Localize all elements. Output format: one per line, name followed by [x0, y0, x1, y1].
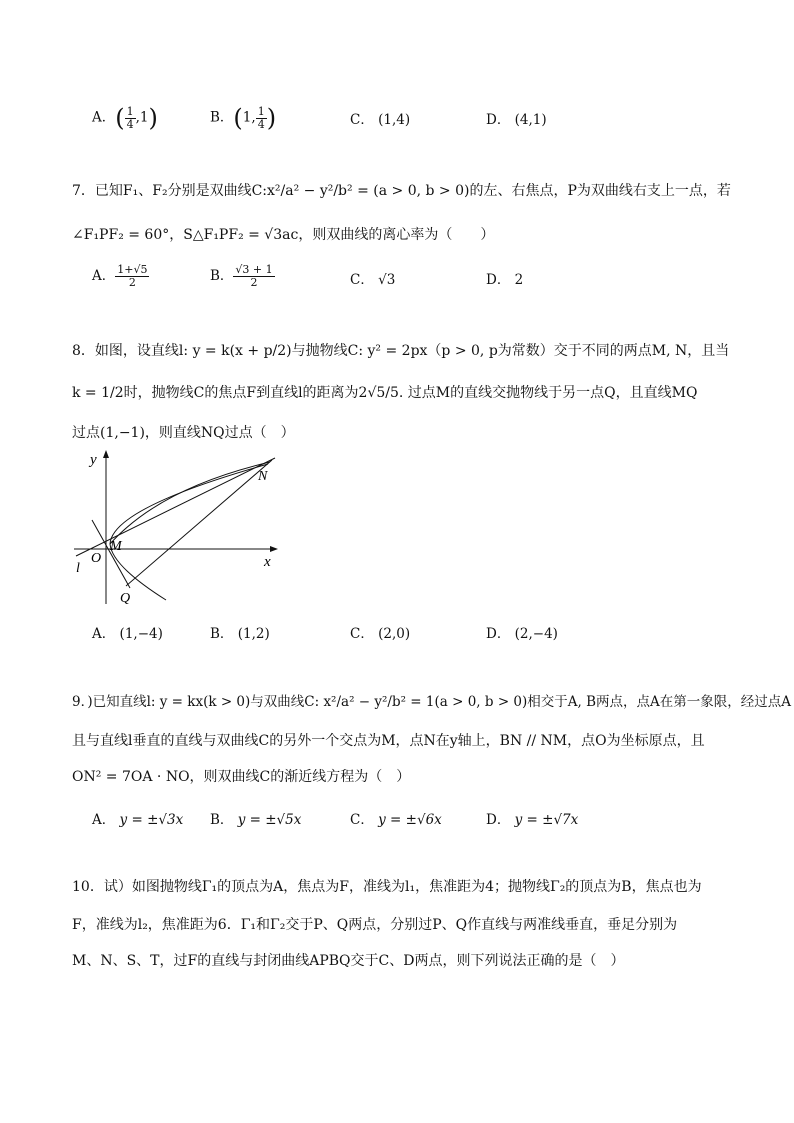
label-l: l	[76, 561, 80, 576]
x-axis-arrow	[270, 546, 278, 552]
q7-line-1: 7．已知F₁、F₂分别是双曲线C:x²/a² − y²/b² = (a > 0, b > 0)的左、右焦点，P为双曲线右支上一点，若	[72, 183, 731, 199]
q8-parabola-figure	[70, 448, 280, 606]
label-n: N	[258, 469, 268, 484]
label-y: y	[90, 452, 97, 468]
q8-option-a[interactable]: A． (1,−4)	[92, 626, 163, 642]
label-q: Q	[120, 591, 131, 606]
label-o: O	[91, 551, 102, 566]
q7-option-d[interactable]: D． 2	[486, 272, 524, 288]
q8-line-2: k = 1/2时，抛物线C的焦点F到直线l的距离为2√5/5. 过点M的直线交抛物线于另一点Q，且直线MQ	[72, 385, 698, 401]
q8-option-c[interactable]: C． (2,0)	[350, 626, 411, 642]
q6-option-d[interactable]: D． (4,1)	[486, 112, 547, 128]
q9-option-d[interactable]: D． y = ±√7x	[486, 812, 579, 828]
q10-line-2: F，准线为l₂，焦准距为6．Γ₁和Γ₂交于P、Q两点，分别过P、Q作直线与两准线垂直，垂足分别为	[72, 917, 678, 933]
q8-line-3: 过点(1,−1)，则直线NQ过点（ ）	[72, 425, 295, 441]
line-nq	[126, 460, 272, 586]
q10-line-1: 10．试）如图抛物线Γ₁的顶点为A，焦点为F，准线为l₁，焦准距为4；抛物线Γ₂的顶点为B，焦点也为	[72, 879, 702, 895]
q9-line-3: ON² = 7OA · NO，则双曲线C的渐近线方程为（ ）	[72, 769, 411, 785]
q9-line-1: 9．)已知直线l: y = kx(k > 0)与双曲线C: x²/a² − y²/b² = 1(a > 0, b > 0)相交于A, B两点，点A在第一象限，经过点A	[72, 694, 792, 710]
q9-line-2: 且与直线l垂直的直线与双曲线C的另外一个交点为M，点N在y轴上，BN // NM，点O为坐标原点，且	[72, 733, 705, 749]
q7-option-b[interactable]: B． $\frac{√3 + 1}{2}$	[210, 263, 273, 289]
q9-option-b[interactable]: B． y = ±√5x	[210, 812, 302, 828]
q6-option-a[interactable]: A．( $\frac{1}{4}$ ,1)	[92, 104, 158, 132]
q6-option-c[interactable]: C． (1,4)	[350, 112, 411, 128]
q6-option-b[interactable]: B．(1, $\frac{1}{4}$ )	[210, 104, 277, 132]
q7-option-a[interactable]: A． $\frac{1+√5}{2}$	[92, 263, 148, 289]
q10-line-3: M、N、S、T，过F的直线与封闭曲线APBQ交于C、D两点，则下列说法正确的是（ ）	[72, 953, 625, 969]
label-m: M	[110, 539, 122, 554]
q9-option-c[interactable]: C． y = ±√6x	[350, 812, 442, 828]
q8-option-b[interactable]: B． (1,2)	[210, 626, 270, 642]
label-x: x	[264, 554, 271, 570]
chord-mn	[110, 462, 270, 544]
q8-option-d[interactable]: D． (2,−4)	[486, 626, 558, 642]
q8-line-1: 8．如图，设直线l: y = k(x + p/2)与抛物线C: y² = 2px（p > 0, p为常数）交于不同的两点M, N，且当	[72, 343, 730, 359]
q7-option-c[interactable]: C． √3	[350, 272, 396, 288]
q9-option-a[interactable]: A． y = ±√3x	[92, 812, 184, 828]
q7-line-2: ∠F₁PF₂ = 60°，S△F₁PF₂ = √3ac，则双曲线的离心率为（ ）	[72, 227, 495, 243]
y-axis-arrow	[103, 450, 109, 458]
